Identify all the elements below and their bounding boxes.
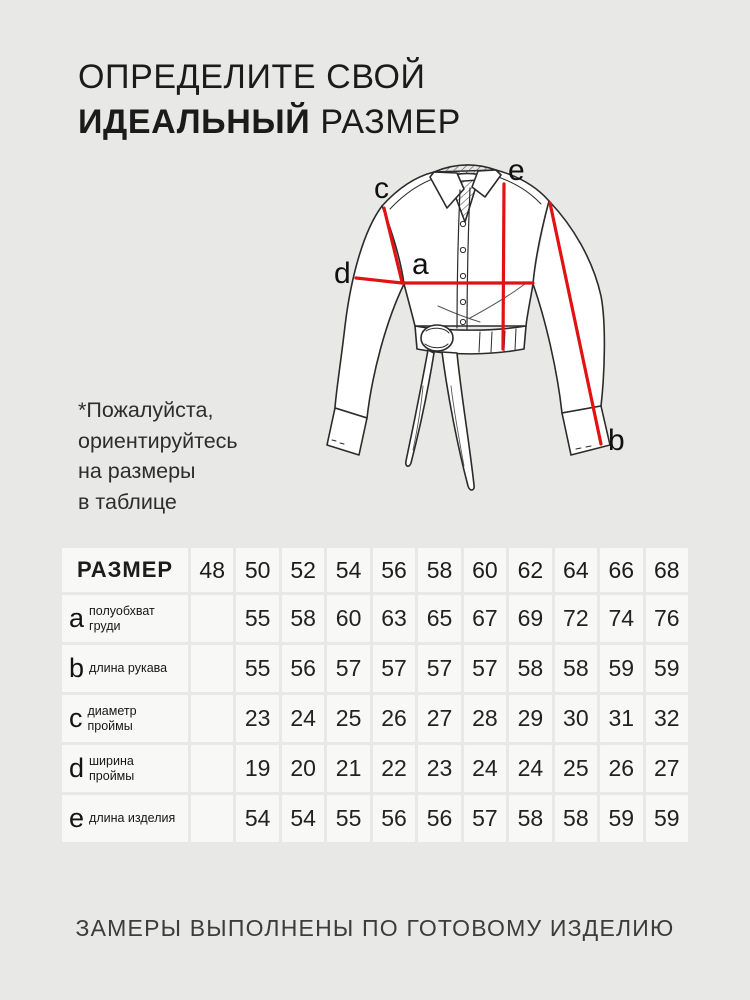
size-value-cell: 58 [282, 595, 324, 642]
measure-label-a: a [412, 248, 429, 281]
size-value-cell: 28 [464, 695, 506, 742]
size-column-header: 62 [509, 548, 551, 592]
right-cuff [562, 406, 610, 455]
size-column-header: 50 [236, 548, 278, 592]
size-value-cell: 31 [600, 695, 642, 742]
size-value-cell: 56 [282, 645, 324, 692]
measure-line-e [503, 184, 504, 349]
size-value-cell: 59 [646, 645, 688, 692]
note-text [78, 395, 238, 517]
size-column-header: 68 [646, 548, 688, 592]
size-value-cell: 63 [373, 595, 415, 642]
row-measure-label [62, 795, 188, 842]
size-value-cell: 24 [282, 695, 324, 742]
size-column-header: 48 [191, 548, 233, 592]
size-value-cell: 58 [555, 645, 597, 692]
size-column-header: 66 [600, 548, 642, 592]
measure-desc: ширина проймы [89, 754, 135, 783]
size-value-cell: 32 [646, 695, 688, 742]
measure-letter: c [69, 703, 83, 733]
size-value-cell: 54 [282, 795, 324, 842]
measure-label-d: d [334, 257, 351, 290]
note-line: в таблице [78, 489, 177, 514]
measure-letter: b [69, 653, 85, 683]
size-column-header: 64 [555, 548, 597, 592]
measure-desc: диаметр проймы [87, 704, 137, 733]
size-value-cell: 57 [464, 795, 506, 842]
size-value-cell: 56 [418, 795, 460, 842]
note-line: на размеры [78, 459, 196, 484]
size-value-cell: 24 [509, 745, 551, 792]
size-value-cell: 21 [327, 745, 369, 792]
size-value-cell: 59 [600, 645, 642, 692]
note-line: ориентируйтесь [78, 428, 238, 453]
size-column-header: 58 [418, 548, 460, 592]
size-value-cell: 76 [646, 595, 688, 642]
size-value-cell: 60 [327, 595, 369, 642]
size-value-cell: 59 [646, 795, 688, 842]
measure-label-c: c [374, 172, 389, 205]
size-value-cell: 55 [236, 645, 278, 692]
size-value-cell: 59 [600, 795, 642, 842]
measure-letter: d [69, 753, 85, 783]
size-value-cell: 56 [373, 795, 415, 842]
size-value-cell: 74 [600, 595, 642, 642]
garment-illustration [320, 156, 646, 500]
page-title-line2 [78, 100, 461, 145]
measure-letter: e [69, 803, 85, 833]
size-value-cell: 24 [464, 745, 506, 792]
size-value-cell: 20 [282, 745, 324, 792]
size-value-cell: 26 [600, 745, 642, 792]
size-value-cell: 27 [418, 695, 460, 742]
size-value-cell: 30 [555, 695, 597, 742]
size-value-cell: 55 [327, 795, 369, 842]
row-measure-label [62, 595, 188, 642]
size-table [62, 548, 688, 842]
tie-knot [421, 325, 453, 351]
size-value-cell: 65 [418, 595, 460, 642]
measure-label-b: b [608, 424, 625, 457]
size-value-cell: 57 [418, 645, 460, 692]
row-measure-label [62, 695, 188, 742]
measure-label-e: e [508, 156, 525, 187]
size-column-header: 60 [464, 548, 506, 592]
size-value-cell: 25 [327, 695, 369, 742]
size-column-header: 54 [327, 548, 369, 592]
page-title-line1: ОПРЕДЕЛИТЕ СВОЙ [78, 58, 426, 96]
size-value-cell: 58 [509, 795, 551, 842]
size-value-cell: 67 [464, 595, 506, 642]
size-column-header: 52 [282, 548, 324, 592]
size-value-cell: 58 [555, 795, 597, 842]
page-title-rest: РАЗМЕР [310, 102, 461, 141]
size-value-cell: 72 [555, 595, 597, 642]
note-line: *Пожалуйста, [78, 398, 214, 422]
shirt-drawing [327, 165, 610, 490]
page-title [78, 55, 461, 145]
size-value-cell: 55 [236, 595, 278, 642]
size-value-cell [191, 745, 233, 792]
measure-desc: полуобхват груди [89, 604, 155, 633]
size-value-cell: 69 [509, 595, 551, 642]
row-measure-label [62, 645, 188, 692]
size-value-cell: 26 [373, 695, 415, 742]
row-measure-label [62, 745, 188, 792]
measure-letter: a [69, 603, 85, 633]
size-column-header: 56 [373, 548, 415, 592]
size-value-cell: 19 [236, 745, 278, 792]
size-value-cell: 22 [373, 745, 415, 792]
size-value-cell: 23 [236, 695, 278, 742]
size-value-cell: 25 [555, 745, 597, 792]
measure-desc: длина рукава [89, 661, 168, 676]
size-value-cell [191, 695, 233, 742]
size-value-cell [191, 645, 233, 692]
size-value-cell: 54 [236, 795, 278, 842]
tie-tail-right [442, 352, 474, 490]
tie-tail-left [406, 350, 434, 466]
size-value-cell: 23 [418, 745, 460, 792]
size-value-cell: 27 [646, 745, 688, 792]
size-value-cell: 29 [509, 695, 551, 742]
size-value-cell: 58 [509, 645, 551, 692]
size-value-cell: 57 [373, 645, 415, 692]
page-title-bold-word: ИДЕАЛЬНЫЙ [78, 102, 311, 141]
footer-note: ЗАМЕРЫ ВЫПОЛНЕНЫ ПО ГОТОВОМУ ИЗДЕЛИЮ [75, 915, 675, 941]
size-value-cell: 57 [464, 645, 506, 692]
size-value-cell: 57 [327, 645, 369, 692]
measure-desc: длина изделия [89, 811, 176, 826]
table-header-size-label: РАЗМЕР [62, 548, 188, 592]
size-value-cell [191, 595, 233, 642]
size-value-cell [191, 795, 233, 842]
